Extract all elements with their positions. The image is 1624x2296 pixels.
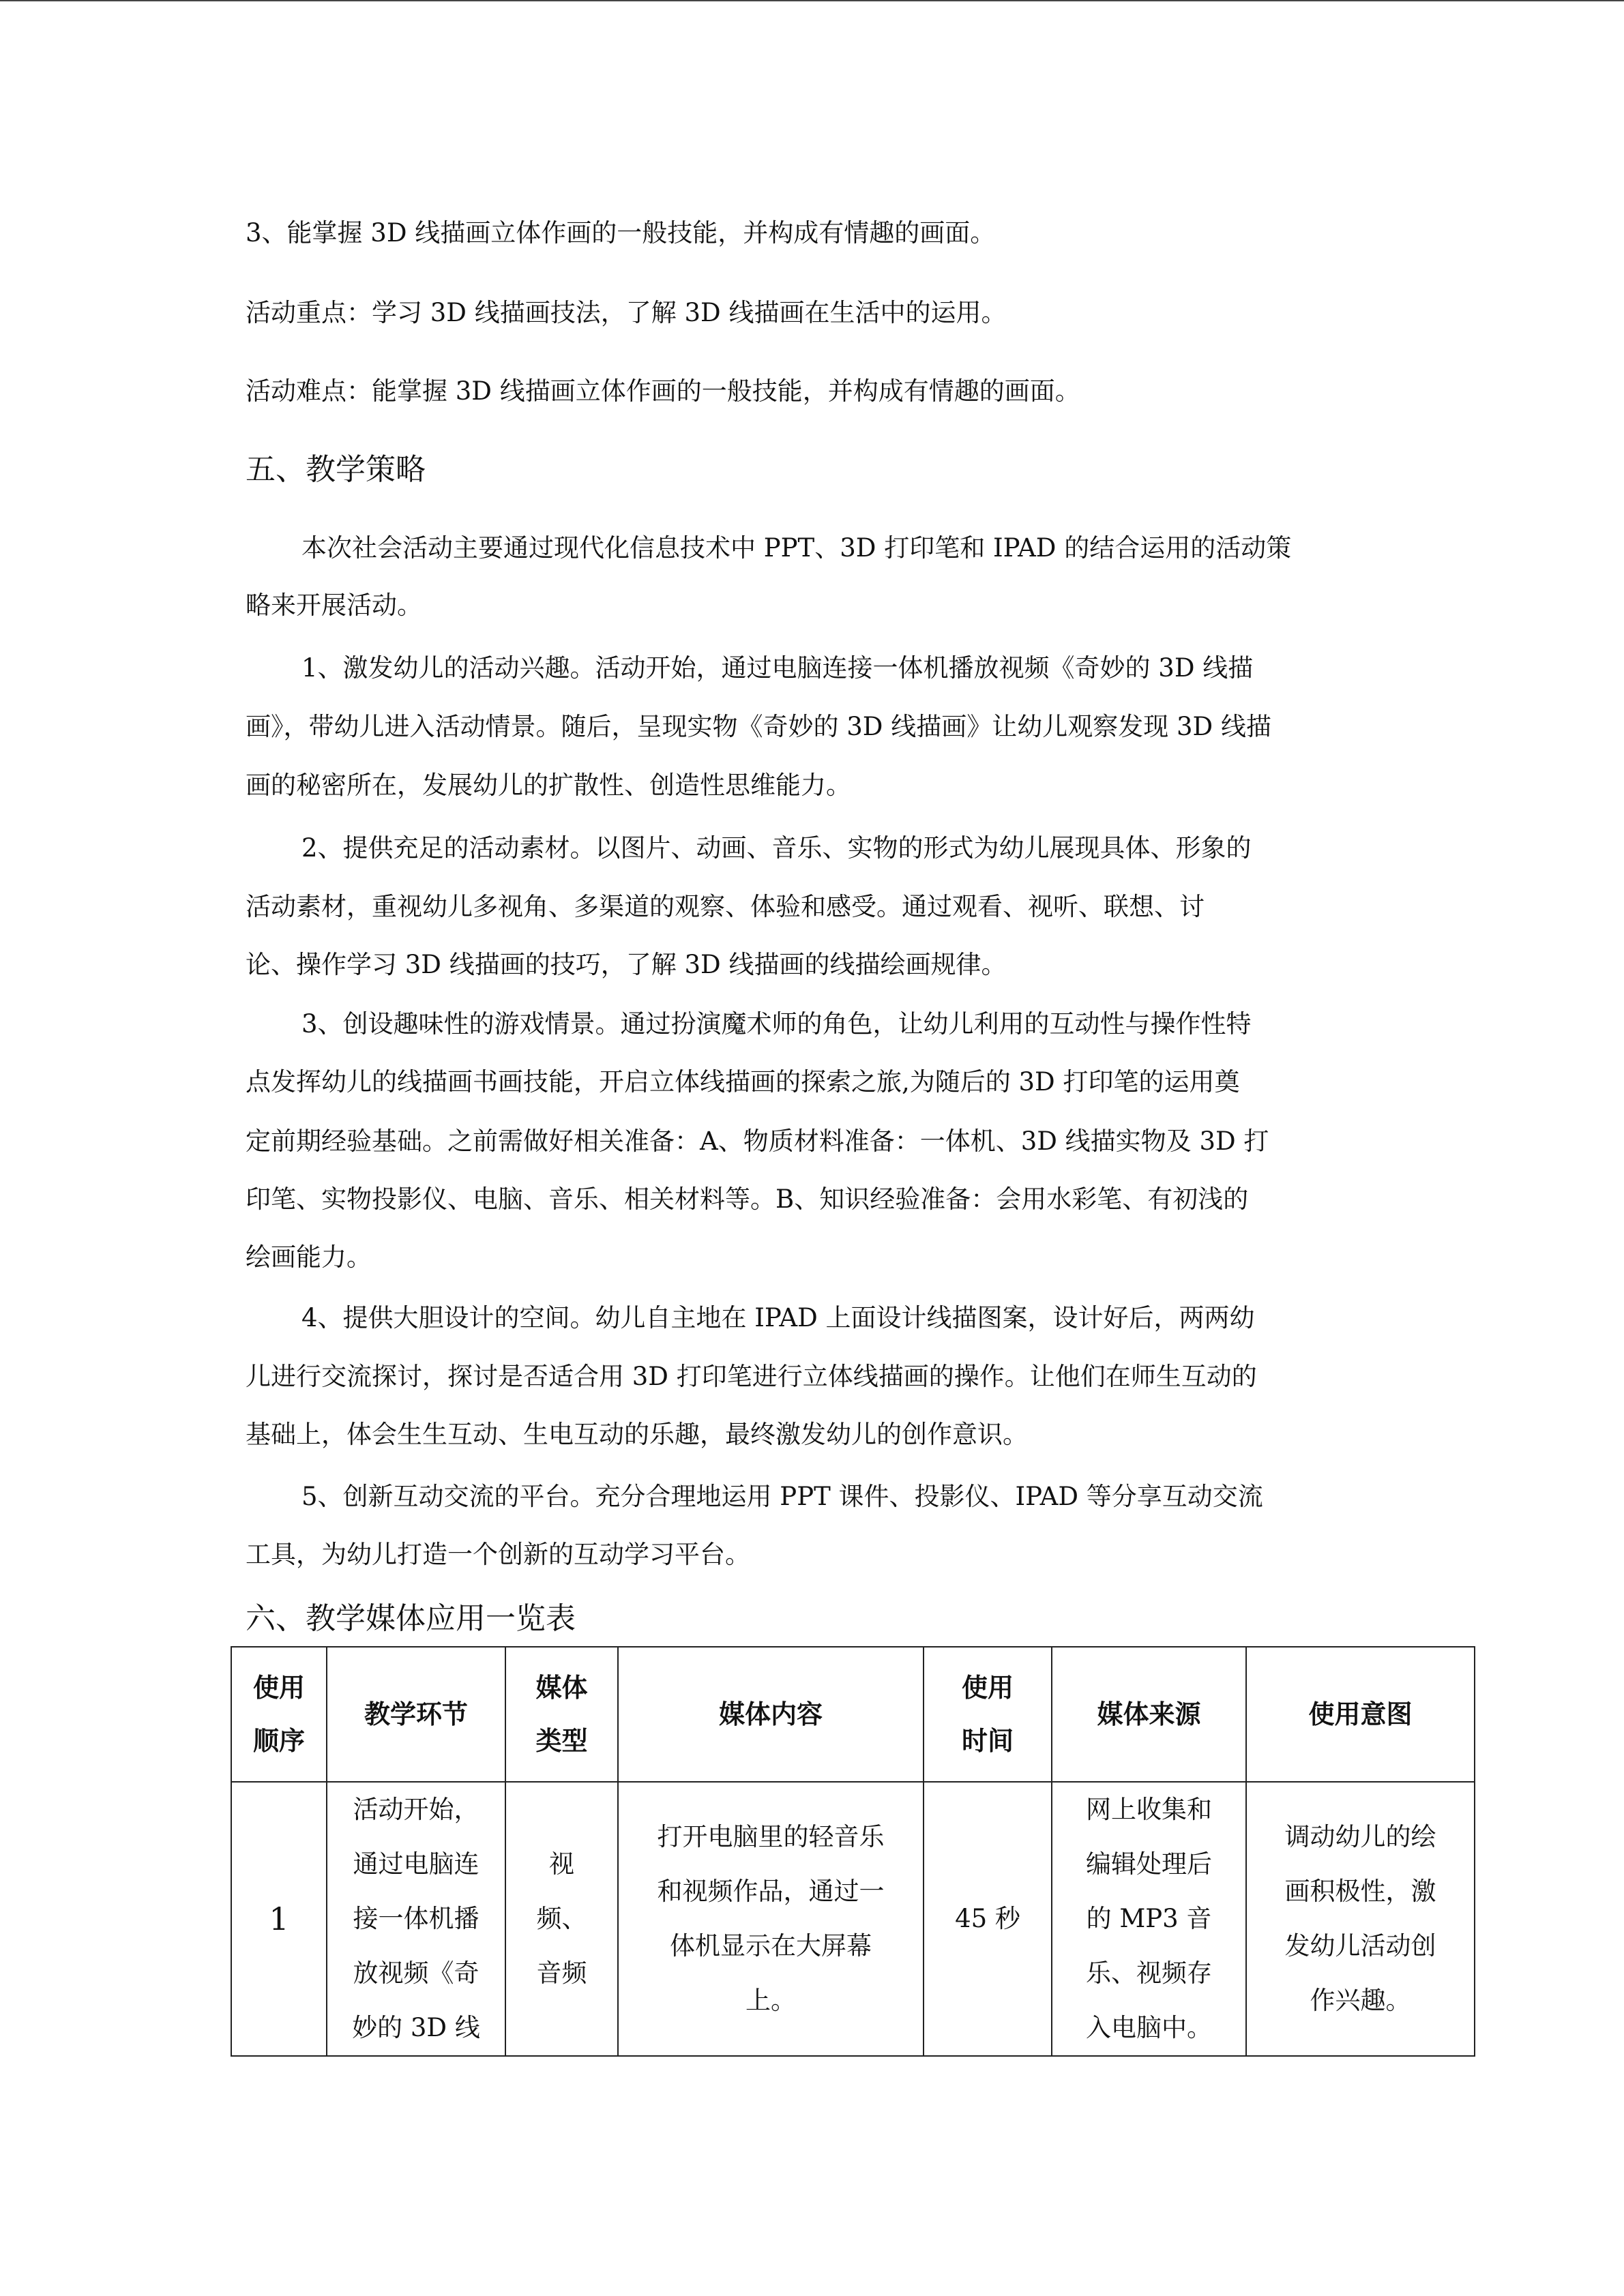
difficulty-point: 活动难点：能掌握 3D 线描画立体作画的一般技能，并构成有情趣的画面。 — [246, 376, 1080, 406]
strategy-paragraph-line: 画的秘密所在，发展幼儿的扩散性、创造性思维能力。 — [246, 771, 851, 800]
table-cell: 活动开始， 通过电脑连 接一体机播 放视频《奇 妙的 3D 线 — [327, 1782, 505, 2056]
table-cell: 网上收集和 编辑处理后 的 MP3 音 乐、视频存 入电脑中。 — [1052, 1782, 1246, 2056]
strategy-paragraph-line: 略来开展活动。 — [246, 591, 422, 620]
table-cell: 视 频、 音频 — [505, 1782, 618, 2056]
section-6-heading: 六、教学媒体应用一览表 — [246, 1601, 576, 1636]
strategy-paragraph-line: 1、激发幼儿的活动兴趣。活动开始，通过电脑连接一体机播放视频《奇妙的 3D 线描 — [301, 653, 1254, 683]
table-cell: 调动幼儿的绘 画积极性，激 发幼儿活动创 作兴趣。 — [1246, 1782, 1475, 2056]
header-cell: 使用意图 — [1246, 1647, 1475, 1782]
strategy-paragraph-line: 本次社会活动主要通过现代化信息技术中 PPT、3D 打印笔和 IPAD 的结合运用的活动策 — [301, 533, 1292, 563]
key-point: 活动重点：学习 3D 线描画技法，了解 3D 线描画在生活中的运用。 — [246, 298, 1007, 327]
table-header-row — [231, 1647, 1475, 1782]
header-cell: 媒体来源 — [1052, 1647, 1246, 1782]
table-cell: 45 秒 — [924, 1782, 1052, 2056]
strategy-paragraph-line: 3、创设趣味性的游戏情景。通过扮演魔术师的角色，让幼儿利用的互动性与操作性特 — [301, 1009, 1252, 1039]
strategy-paragraph-line: 定前期经验基础。之前需做好相关准备：A、物质材料准备：一体机、3D 线描实物及 3D 打 — [246, 1127, 1269, 1156]
table-row — [231, 1782, 1475, 2056]
strategy-paragraph-line: 5、创新互动交流的平台。充分合理地运用 PPT 课件、投影仪、IPAD 等分享互动交流 — [301, 1482, 1263, 1511]
strategy-paragraph-line: 2、提供充足的活动素材。以图片、动画、音乐、实物的形式为幼儿展现具体、形象的 — [301, 833, 1252, 863]
table-cell: 1 — [231, 1782, 327, 2056]
section-5-heading: 五、教学策略 — [246, 452, 426, 487]
header-cell: 教学环节 — [327, 1647, 505, 1782]
header-cell: 媒体内容 — [618, 1647, 924, 1782]
strategy-paragraph-line: 工具，为幼儿打造一个创新的互动学习平台。 — [246, 1540, 750, 1569]
strategy-paragraph-line: 儿进行交流探讨，探讨是否适合用 3D 打印笔进行立体线描画的操作。让他们在师生互动的 — [246, 1362, 1257, 1391]
strategy-paragraph-line: 论、操作学习 3D 线描画的技巧，了解 3D 线描画的线描绘画规律。 — [246, 950, 1007, 979]
objective-3: 3、能掌握 3D 线描画立体作画的一般技能，并构成有情趣的画面。 — [246, 218, 996, 248]
strategy-paragraph-line: 点发挥幼儿的线描画书画技能，开启立体线描画的探索之旅,为随后的 3D 打印笔的运用奠 — [246, 1067, 1240, 1097]
media-usage-table — [231, 1646, 1475, 2057]
strategy-paragraph-line: 绘画能力。 — [246, 1242, 372, 1272]
header-cell: 使用 时间 — [924, 1647, 1052, 1782]
table-cell: 打开电脑里的轻音乐 和视频作品，通过一 体机显示在大屏幕 上。 — [618, 1782, 924, 2056]
strategy-paragraph-line: 4、提供大胆设计的空间。幼儿自主地在 IPAD 上面设计线描图案，设计好后，两两幼 — [301, 1303, 1255, 1332]
strategy-paragraph-line: 活动素材，重视幼儿多视角、多渠道的观察、体验和感受。通过观看、视听、联想、讨 — [246, 892, 1205, 921]
strategy-paragraph-line: 画》，带幼儿进入活动情景。随后，呈现实物《奇妙的 3D 线描画》让幼儿观察发现 3D 线描 — [246, 712, 1271, 741]
strategy-paragraph-line: 基础上，体会生生互动、生电互动的乐趣，最终激发幼儿的创作意识。 — [246, 1420, 1028, 1449]
header-cell: 媒体 类型 — [505, 1647, 618, 1782]
header-cell: 使用 顺序 — [231, 1647, 327, 1782]
strategy-paragraph-line: 印笔、实物投影仪、电脑、音乐、相关材料等。B、知识经验准备：会用水彩笔、有初浅的 — [246, 1184, 1249, 1214]
